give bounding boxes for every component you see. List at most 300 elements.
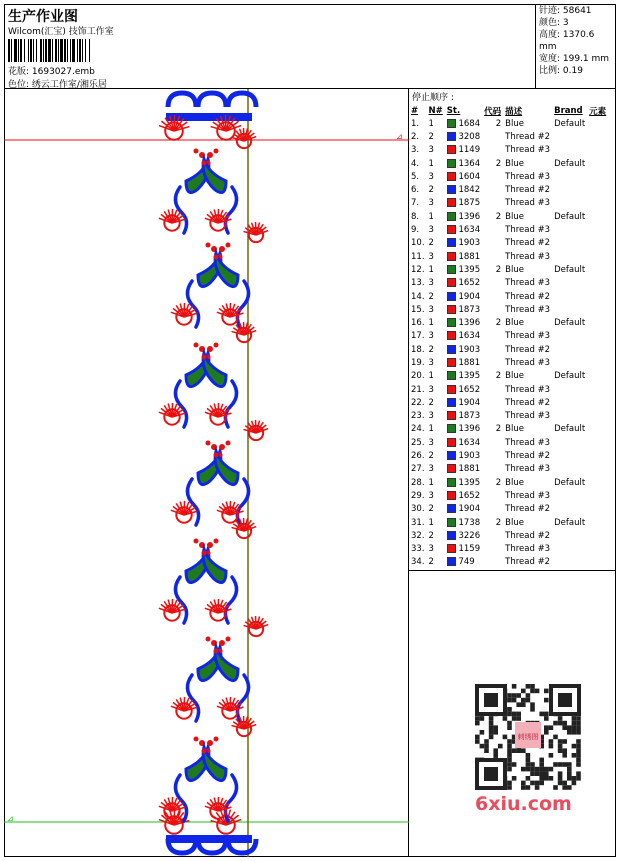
table-row [409, 170, 608, 183]
cell-n: 2 [428, 557, 434, 568]
table-body [409, 117, 608, 569]
color-swatch [447, 358, 456, 367]
qr-module [558, 744, 563, 749]
stitch-count: 1903 [455, 451, 481, 462]
cell-brand: Default [554, 517, 586, 528]
cell-brand: Default [554, 424, 586, 435]
qr-module [544, 725, 549, 730]
stitch-cell [445, 237, 482, 250]
column-header: 代码 [484, 106, 502, 117]
qr-module [549, 767, 554, 772]
qr-module [489, 725, 494, 730]
qr-module [562, 725, 567, 730]
table-row [409, 556, 608, 569]
qr-module [507, 758, 512, 763]
qr-module [576, 730, 581, 735]
table-row [409, 277, 608, 290]
color-swatch [447, 132, 456, 141]
cell-desc: Thread #2 [505, 557, 551, 568]
qr-module [576, 721, 581, 726]
qr-module [480, 716, 485, 721]
table-row [409, 330, 608, 343]
cell-brand: Default [554, 118, 586, 129]
qr-module [562, 781, 567, 786]
stitch-count: 1903 [455, 344, 481, 355]
cell-element [587, 503, 608, 516]
qr-module [535, 767, 540, 772]
qr-module [572, 721, 577, 726]
stitch-count: 1149 [455, 145, 481, 156]
qr-module [530, 689, 535, 694]
cell-brand: Default [554, 371, 586, 382]
cell-element [587, 277, 608, 290]
qr-module [521, 689, 526, 694]
stitch-count: 1652 [455, 278, 481, 289]
qr-module [535, 781, 540, 786]
cell-i: 10. [411, 238, 425, 249]
cell-code: 2 [495, 211, 502, 222]
stitch-cell [445, 144, 482, 157]
color-swatch [447, 159, 456, 168]
berry [219, 246, 225, 252]
table-row [409, 489, 608, 502]
stitch-cell [445, 117, 482, 130]
cell-i: 30. [411, 504, 425, 515]
qr-module [558, 762, 563, 767]
qr-module [558, 716, 563, 721]
stitch-cell [445, 290, 482, 303]
stitch-cell [445, 489, 482, 502]
color-swatch [447, 557, 456, 566]
table-row [409, 436, 608, 449]
paisley-leaf [203, 353, 226, 387]
qr-module [526, 762, 531, 767]
qr-module [493, 753, 498, 758]
cell-code [482, 489, 503, 502]
qr-module [544, 730, 549, 735]
qr-module [526, 753, 531, 758]
table-row [409, 290, 608, 303]
qr-module [567, 730, 572, 735]
qr-module [549, 776, 554, 781]
cell-brand [552, 383, 587, 396]
cell-brand [552, 529, 587, 542]
qr-finder [484, 767, 498, 781]
qr-module [521, 748, 526, 753]
cell-brand: Default [554, 477, 586, 488]
qr-module [576, 744, 581, 749]
cell-brand [552, 463, 587, 476]
cell-element [587, 370, 608, 383]
qr-module [530, 771, 535, 776]
cell-element [587, 237, 608, 250]
cell-desc: Thread #3 [505, 357, 551, 368]
cell-code [482, 223, 503, 236]
qr-module [526, 684, 531, 689]
qr-module [535, 771, 540, 776]
cell-code [482, 463, 503, 476]
qr-module [489, 730, 494, 735]
cell-code [482, 396, 503, 409]
paisley-leaf [203, 159, 226, 193]
qr-module [526, 776, 531, 781]
table-row [409, 183, 608, 196]
qr-module [544, 767, 549, 772]
cell-i: 2. [411, 131, 420, 142]
qr-module [535, 689, 540, 694]
cell-desc: Thread #3 [505, 171, 551, 182]
qr-module [516, 716, 521, 721]
stitch-cell [445, 463, 482, 476]
qr-module [567, 762, 572, 767]
cell-n: 3 [428, 490, 434, 501]
cell-element [587, 436, 608, 449]
qr-module [576, 716, 581, 721]
qr-module [576, 725, 581, 730]
color-swatch [447, 371, 456, 380]
qr-module [539, 767, 544, 772]
cell-brand [552, 489, 587, 502]
cell-n: 2 [428, 131, 434, 142]
stitch-cell [445, 396, 482, 409]
qr-module [480, 744, 485, 749]
table-row [409, 476, 608, 489]
cell-i: 26. [411, 451, 425, 462]
qr-module [493, 748, 498, 753]
color-swatch [447, 145, 456, 154]
qr-module [521, 767, 526, 772]
qr-module [553, 735, 558, 740]
cell-desc: Thread #2 [505, 397, 551, 408]
cell-i: 13. [411, 278, 425, 289]
color-swatch [447, 212, 456, 221]
cell-n: 3 [428, 384, 434, 395]
qr-module [507, 785, 512, 790]
stitch-cell [445, 277, 482, 290]
stitch-cell [445, 529, 482, 542]
berry [207, 346, 213, 352]
stat-row: 比例: 0.19 [539, 66, 583, 76]
qr-module [480, 730, 485, 735]
berry [202, 355, 207, 360]
cell-code: 2 [495, 517, 502, 528]
cell-n: 3 [428, 304, 434, 315]
qr-module [558, 776, 563, 781]
barcode [8, 39, 144, 62]
cell-code [482, 529, 503, 542]
qr-badge-label: 刺绣图 [517, 733, 539, 741]
cell-i: 21. [411, 384, 425, 395]
cell-brand [552, 250, 587, 263]
cell-i: 12. [411, 264, 425, 275]
cell-element [587, 290, 608, 303]
column-header: # [411, 105, 419, 116]
cell-desc: Thread #3 [505, 437, 551, 448]
qr-module [572, 725, 577, 730]
cell-i: 1. [411, 118, 420, 129]
qr-module [539, 776, 544, 781]
column-header: Brand [554, 105, 583, 116]
stitch-count: 1604 [455, 171, 481, 182]
cell-n: 2 [428, 185, 434, 196]
qr-module [475, 716, 480, 721]
cell-code [482, 130, 503, 143]
qr-module [507, 725, 512, 730]
stitch-cell [445, 330, 482, 343]
cell-i: 11. [411, 251, 425, 262]
cell-element [587, 449, 608, 462]
stitch-cell [445, 476, 482, 489]
cell-brand [552, 556, 587, 569]
stat-row: 宽度: 199.1 mm [539, 54, 610, 64]
qr-finder [558, 693, 572, 707]
berry [207, 542, 213, 548]
design-canvas [4, 89, 409, 857]
table-row [409, 449, 608, 462]
qr-module [516, 693, 521, 698]
qr-module [553, 762, 558, 767]
cell-code [482, 144, 503, 157]
color-swatch [447, 292, 456, 301]
stitch-count: 1395 [455, 264, 481, 275]
paisley-stem [225, 577, 236, 623]
berry [207, 740, 213, 746]
cell-i: 27. [411, 464, 425, 475]
cell-code [482, 170, 503, 183]
qr-module [553, 721, 558, 726]
cell-code [482, 436, 503, 449]
cell-n: 2 [428, 530, 434, 541]
cell-code [482, 383, 503, 396]
stat-row: 高度: 1370.6 mm [539, 30, 595, 52]
cell-n: 2 [428, 397, 434, 408]
paisley-stem [225, 187, 236, 233]
cell-desc: Thread #2 [505, 530, 551, 541]
cell-n: 2 [428, 504, 434, 515]
stitch-count: 749 [455, 557, 475, 568]
stitch-count: 1873 [455, 411, 481, 422]
table-row [409, 370, 608, 383]
qr-module [484, 748, 489, 753]
stitch-cell [445, 503, 482, 516]
qr-code [471, 680, 585, 794]
qr-module [576, 771, 581, 776]
table-row [409, 210, 608, 223]
table-row [409, 263, 608, 276]
color-swatch [447, 518, 456, 527]
cell-brand [552, 356, 587, 369]
qr-module [530, 762, 535, 767]
qr-module [539, 781, 544, 786]
embroidery-design [4, 89, 409, 857]
qr-module [493, 725, 498, 730]
cell-code [482, 290, 503, 303]
qr-module [544, 698, 549, 703]
table-row [409, 223, 608, 236]
stitch-cell [445, 449, 482, 462]
qr-module [562, 721, 567, 726]
qr-module [562, 753, 567, 758]
qr-module [544, 712, 549, 717]
stitch-count: 1364 [455, 158, 481, 169]
cell-i: 22. [411, 397, 425, 408]
cell-n: 3 [428, 411, 434, 422]
cell-element [587, 170, 608, 183]
cell-desc: Thread #2 [505, 131, 551, 142]
column-header: 描述 [505, 106, 523, 117]
qr-module [516, 712, 521, 717]
qr-module [558, 748, 563, 753]
berry [219, 444, 225, 450]
stitch-cell [445, 316, 482, 329]
stitch-count: 1684 [455, 118, 481, 129]
berry [206, 637, 211, 642]
cell-i: 32. [411, 530, 425, 541]
qr-module [558, 771, 563, 776]
stitch-count: 1634 [455, 225, 481, 236]
cell-brand [552, 170, 587, 183]
stitch-count: 1396 [455, 424, 481, 435]
qr-module [562, 748, 567, 753]
qr-module [526, 693, 531, 698]
table-row [409, 343, 608, 356]
qr-module [549, 744, 554, 749]
cell-element [587, 117, 608, 130]
color-swatch [447, 278, 456, 287]
berry [194, 149, 199, 154]
qr-module [507, 762, 512, 767]
qr-module [516, 702, 521, 707]
cell-i: 25. [411, 437, 425, 448]
cell-brand [552, 543, 587, 556]
table-row [409, 423, 608, 436]
cell-element [587, 250, 608, 263]
stitch-cell [445, 170, 482, 183]
cell-brand [552, 303, 587, 316]
berry [214, 737, 219, 742]
stitch-count: 1875 [455, 198, 481, 209]
column-header: N# [428, 105, 443, 116]
qr-module [507, 744, 512, 749]
qr-module [539, 762, 544, 767]
qr-module [507, 698, 512, 703]
stitch-cell [445, 543, 482, 556]
start-marker: ⊿ [7, 814, 14, 823]
cell-i: 9. [411, 225, 420, 236]
qr-module [535, 785, 540, 790]
qr-module [503, 716, 508, 721]
cell-brand [552, 144, 587, 157]
color-swatch [447, 451, 456, 460]
qr-module [553, 785, 558, 790]
header [4, 4, 536, 89]
qr-finder [484, 693, 498, 707]
cell-desc: Blue [505, 158, 524, 169]
berry [194, 539, 199, 544]
stitch-count: 1159 [455, 544, 481, 555]
cell-element [587, 489, 608, 502]
qr-module [567, 776, 572, 781]
table-row [409, 316, 608, 329]
qr-module [512, 684, 517, 689]
berry [194, 343, 199, 348]
cell-element [587, 223, 608, 236]
cell-brand [552, 290, 587, 303]
stitch-cell [445, 370, 482, 383]
cell-n: 1 [428, 158, 434, 169]
color-swatch [447, 305, 456, 314]
cell-code [482, 330, 503, 343]
cell-desc: Thread #3 [505, 411, 551, 422]
qr-module [558, 739, 563, 744]
color-swatch [447, 331, 456, 340]
cell-desc: Blue [505, 477, 524, 488]
cell-n: 3 [428, 464, 434, 475]
stitch-count: 3226 [455, 530, 481, 541]
stitch-count: 1634 [455, 331, 481, 342]
qr-module [526, 758, 531, 763]
stitch-count: 1738 [455, 517, 481, 528]
cell-desc: Thread #3 [505, 225, 551, 236]
berry [206, 441, 211, 446]
cell-brand [552, 330, 587, 343]
barcode-bar [90, 39, 91, 62]
stitch-count: 1396 [455, 318, 481, 329]
cell-code: 2 [495, 424, 502, 435]
cell-element [587, 303, 608, 316]
color-swatch [447, 531, 456, 540]
cell-n: 3 [428, 437, 434, 448]
qr-module [539, 758, 544, 763]
cell-n: 3 [428, 145, 434, 156]
paisley-stem [237, 281, 248, 327]
table-row [409, 356, 608, 369]
qr-module [526, 767, 531, 772]
qr-module [544, 716, 549, 721]
stitch-count: 1396 [455, 211, 481, 222]
cell-n: 3 [428, 171, 434, 182]
cell-element [587, 529, 608, 542]
qr-module [512, 762, 517, 767]
cell-code [482, 543, 503, 556]
qr-module [489, 716, 494, 721]
cell-desc: Thread #2 [505, 504, 551, 515]
cell-code [482, 343, 503, 356]
qr-module [507, 707, 512, 712]
table-row [409, 237, 608, 250]
stitch-cell [445, 223, 482, 236]
cell-brand [552, 183, 587, 196]
cell-desc: Thread #3 [505, 304, 551, 315]
cell-element [587, 383, 608, 396]
cell-desc: Thread #2 [505, 344, 551, 355]
qr-module [475, 739, 480, 744]
cell-element [587, 356, 608, 369]
stitch-count: 1395 [455, 371, 481, 382]
cell-element [587, 543, 608, 556]
cell-element [587, 263, 608, 276]
qr-module [507, 712, 512, 717]
color-swatch [447, 411, 456, 420]
stitch-cell [445, 436, 482, 449]
cell-i: 20. [411, 371, 425, 382]
cell-element [587, 343, 608, 356]
color-swatch [447, 318, 456, 327]
berry [226, 441, 231, 446]
cell-element [587, 556, 608, 569]
qr-module [493, 730, 498, 735]
cell-brand [552, 197, 587, 210]
